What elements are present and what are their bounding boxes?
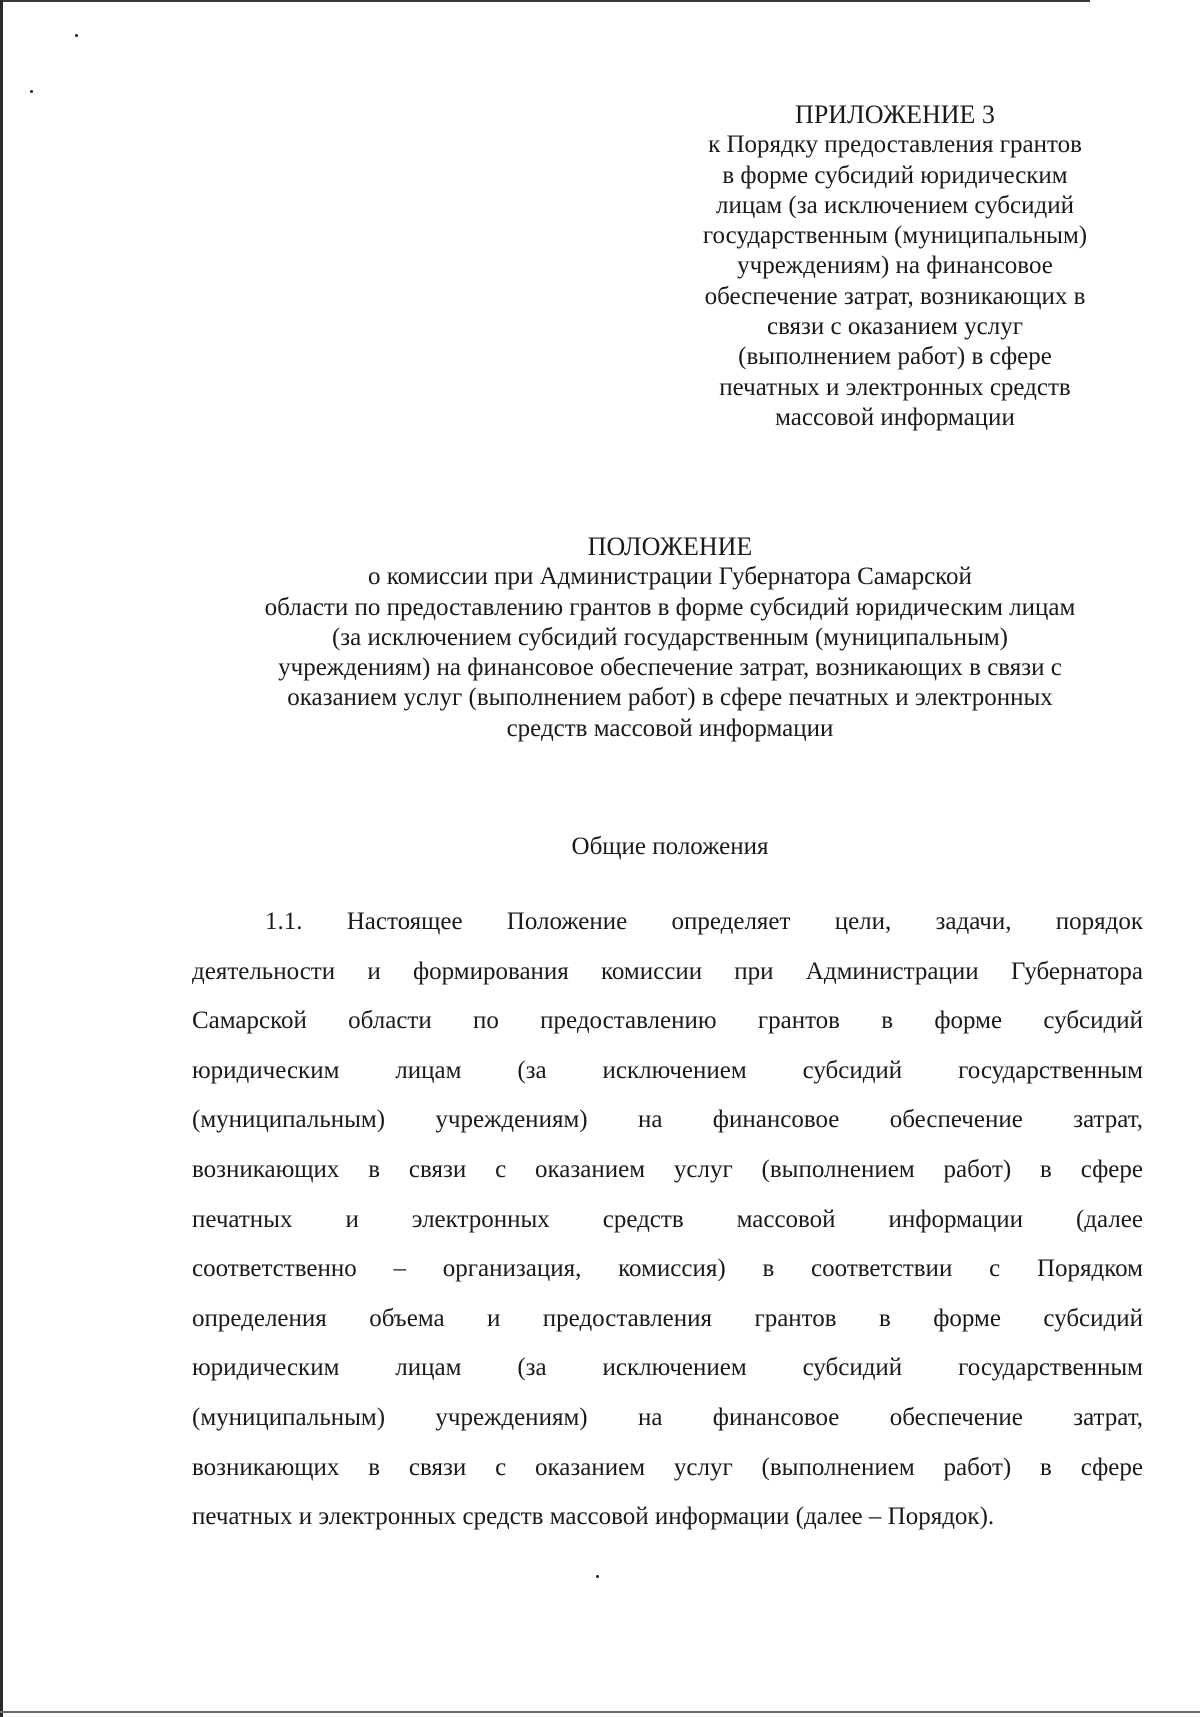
appendix-line: печатных и электронных средств (719, 373, 1071, 401)
paragraph-line: юридическим лицам (за исключением субсидий государственным (192, 1056, 1143, 1084)
appendix-line: обеспечение затрат, возникающих в (704, 282, 1086, 310)
scan-edge-bottom (0, 1711, 1200, 1713)
regulation-line: области по предоставлению грантов в форме субсидий юридическим лицам (264, 593, 1076, 621)
scan-edge-left (0, 0, 3, 1717)
paragraph-line: 1.1. Настоящее Положение определяет цели, задачи, порядок (265, 908, 1143, 935)
paragraph-1-1 (192, 897, 1143, 1542)
appendix-line: учреждениям) на финансовое (737, 252, 1053, 280)
appendix-line: к Порядку предоставления грантов (708, 131, 1082, 159)
scan-speck (75, 34, 78, 37)
paragraph-line: деятельности и формирования комиссии при Администрации Губернатора (192, 957, 1143, 985)
paragraph-line: соответственно – организация, комиссия) в соответствии с Порядком (192, 1255, 1143, 1283)
appendix-line: в форме субсидий юридическим (722, 161, 1068, 189)
scan-speck (30, 90, 33, 93)
regulation-line: учреждениям) на финансовое обеспечение затрат, возникающих в связи с (278, 654, 1062, 682)
regulation-line: о комиссии при Администрации Губернатора Самарской (368, 563, 972, 591)
section-title: Общие положения (571, 833, 769, 860)
appendix-line: государственным (муниципальным) (702, 222, 1088, 250)
regulation-line: оказанием услуг (выполнением работ) в сфере печатных и электронных (287, 684, 1053, 712)
scan-speck (596, 1575, 599, 1578)
regulation-line: (за исключением субсидий государственным (муниципальным) (331, 623, 1009, 651)
regulation-title: ПОЛОЖЕНИЕ (587, 532, 753, 561)
paragraph-line: определения объема и предоставления грантов в форме субсидий (192, 1304, 1143, 1332)
paragraph-line: (муниципальным) учреждениям) на финансовое обеспечение затрат, (192, 1403, 1143, 1431)
appendix-line: массовой информации (775, 403, 1015, 431)
appendix-line: связи с оказанием услуг (766, 313, 1023, 341)
appendix-title: ПРИЛОЖЕНИЕ 3 (795, 100, 995, 129)
paragraph-line: возникающих в связи с оказанием услуг (выполнением работ) в сфере (192, 1453, 1143, 1481)
appendix-line: (выполнением работ) в сфере (738, 343, 1052, 371)
paragraph-line: печатных и электронных средств массовой информации (далее – Порядок). (192, 1503, 995, 1531)
scan-edge-top (0, 0, 1090, 2)
regulation-line: средств массовой информации (506, 714, 834, 742)
appendix-line: лицам (за исключением субсидий (716, 191, 1074, 219)
paragraph-line: юридическим лицам (за исключением субсидий государственным (192, 1354, 1143, 1382)
paragraph-line: возникающих в связи с оказанием услуг (выполнением работ) в сфере (192, 1155, 1143, 1183)
regulation-heading (170, 532, 1170, 744)
paragraph-line: (муниципальным) учреждениям) на финансовое обеспечение затрат, (192, 1106, 1143, 1134)
paragraph-line: печатных и электронных средств массовой информации (далее (192, 1205, 1143, 1233)
appendix-block (655, 100, 1135, 433)
paragraph-line: Самарской области по предоставлению грантов в форме субсидий (192, 1007, 1143, 1035)
